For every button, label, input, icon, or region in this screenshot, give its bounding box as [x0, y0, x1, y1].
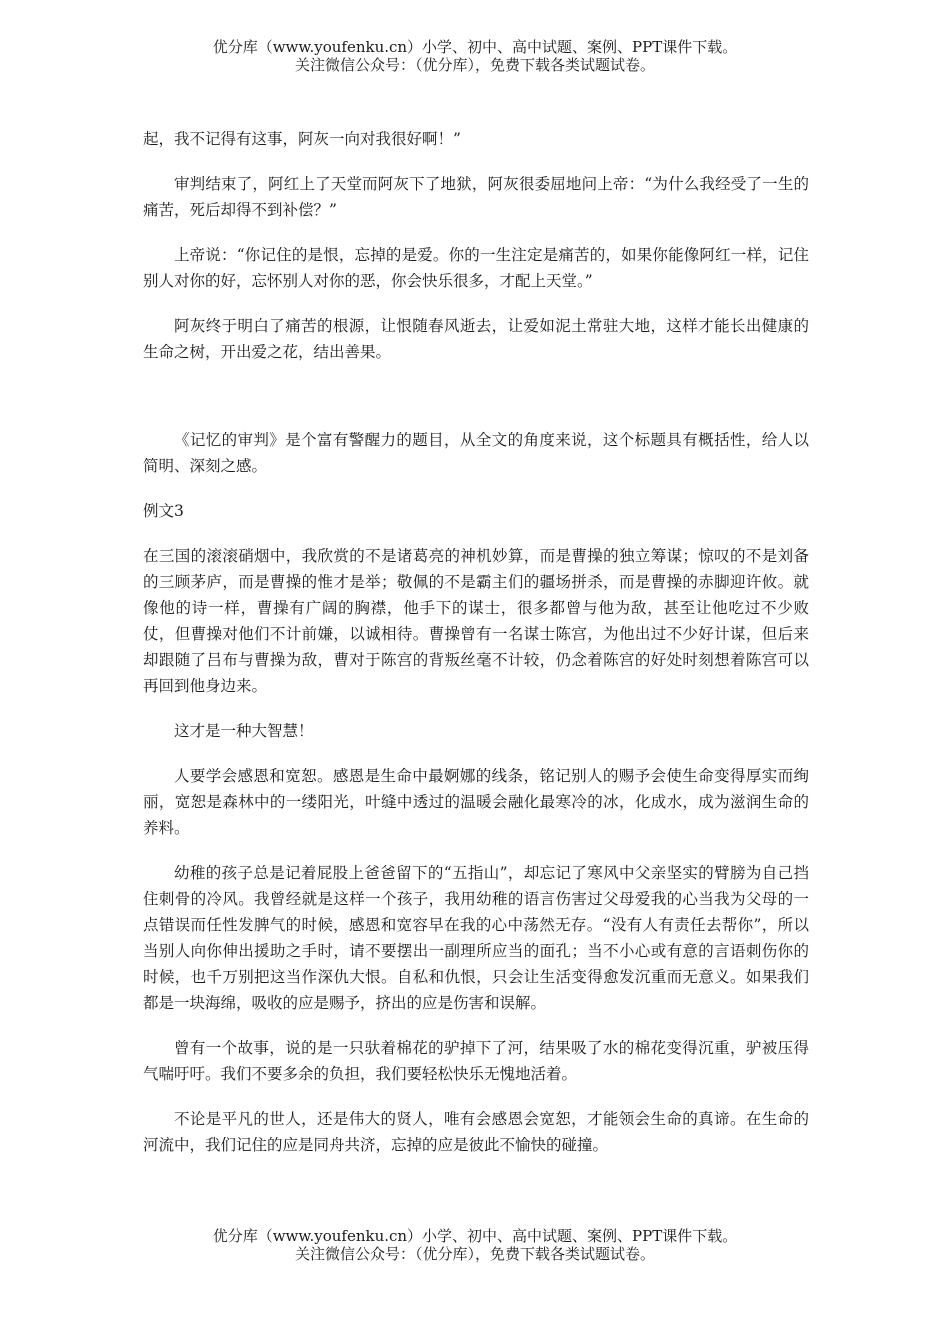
paragraph-conclusion: 不论是平凡的世人，还是伟大的贤人，唯有会感恩会宽恕，才能领会生命的真谛。在生命的河流中，我们记住的应是同舟共济，忘掉的应是彼此不愉快的碰撞。	[143, 1110, 809, 1154]
paragraph-a-hui-understands: 阿灰终于明白了痛苦的根源，让恨随春风逝去，让爱如泥土常驻大地，这样才能长出健康的生命之树，开出爱之花，结出善果。	[143, 317, 809, 361]
example-heading: 例文3	[143, 502, 184, 520]
paragraph-gratitude-forgiveness: 人要学会感恩和宽恕。感恩是生命中最婀娜的线条，铭记别人的赐予会使生命变得厚实而绚丽，宽恕是森林中的一缕阳光，叶缝中透过的温暖会融化最寒冷的冰，化成水，成为滋润生命的养料。	[143, 767, 809, 837]
paragraph-three-kingdoms: 在三国的滚滚硝烟中，我欣赏的不是诸葛亮的神机妙算，而是曹操的独立筹谋；惊叹的不是刘备的三顾茅庐，而是曹操的惟才是举；敬佩的不是霸主们的疆场拼杀，而是曹操的赤脚迎许攸。就像他的诗一样，曹操有广阔的胸襟，他手下的谋士，很多都曾与他为敌，甚至让他吃过不少败仗，但曹操对他们不计前嫌，以诚相待。曹操曾有一名谋士陈宫，为他出过不少好计谋，但后来却跟随了吕布与曹操为敌，曹对于陈宫的背叛丝毫不计较，仍念着陈宫的好处时刻想着陈宫可以再回到他身边来。	[143, 547, 809, 695]
header-line-1: 优分库（www.youfenku.cn）小学、初中、高中试题、案例、PPT课件下载。	[212, 38, 738, 56]
paragraph-childish-child: 幼稚的孩子总是记着屁股上爸爸留下的“五指山”，却忘记了寒风中父亲坚实的臂膀为自己挡住刺骨的冷风。我曾经就是这样一个孩子，我用幼稚的语言伤害过父母爱我的心当我为父母的一点错误而任性发脾气的时候，感恩和宽容早在我的心中荡然无存。“没有人有责任去帮你”，所以当别人向你伸出援助之手时，请不要摆出一副理所应当的面孔；当不小心或有意的言语刺伤你的时候，也千万别把这当作深仇大恨。自私和仇恨，只会让生活变得愈发沉重而无意义。如果我们都是一块海绵，吸收的应是赐予，挤出的应是伤害和误解。	[143, 864, 809, 1012]
header-line-2: 关注微信公众号：（优分库），免费下载各类试题试卷。	[294, 56, 655, 74]
page-header	[0, 38, 950, 74]
footer-line-1: 优分库（www.youfenku.cn）小学、初中、高中试题、案例、PPT课件下载。	[212, 1227, 738, 1245]
footer-line-2: 关注微信公众号：（优分库），免费下载各类试题试卷。	[294, 1245, 655, 1263]
paragraph-judgement-end: 审判结束了，阿红上了天堂而阿灰下了地狱，阿灰很委屈地问上帝：“为什么我经受了一生的痛苦，死后却得不到补偿？”	[143, 175, 809, 219]
page-footer	[0, 1227, 950, 1263]
document-body	[143, 126, 809, 1177]
paragraph-great-wisdom: 这才是一种大智慧！	[174, 722, 314, 740]
paragraph-donkey-story: 曾有一个故事，说的是一只驮着棉花的驴掉下了河，结果吸了水的棉花变得沉重，驴被压得气喘吁吁。我们不要多余的负担，我们要轻松快乐无愧地活着。	[143, 1039, 809, 1083]
paragraph-god-says: 上帝说：“你记住的是恨，忘掉的是爱。你的一生注定是痛苦的，如果你能像阿红一样，记住别人对你的好，忘怀别人对你的恶，你会快乐很多，才配上天堂。”	[143, 246, 809, 290]
paragraph-continuation: 起，我不记得有这事，阿灰一向对我很好啊！”	[143, 130, 461, 148]
paragraph-title-comment: 《记忆的审判》是个富有警醒力的题目，从全文的角度来说，这个标题具有概括性，给人以简明、深刻之感。	[143, 431, 809, 475]
